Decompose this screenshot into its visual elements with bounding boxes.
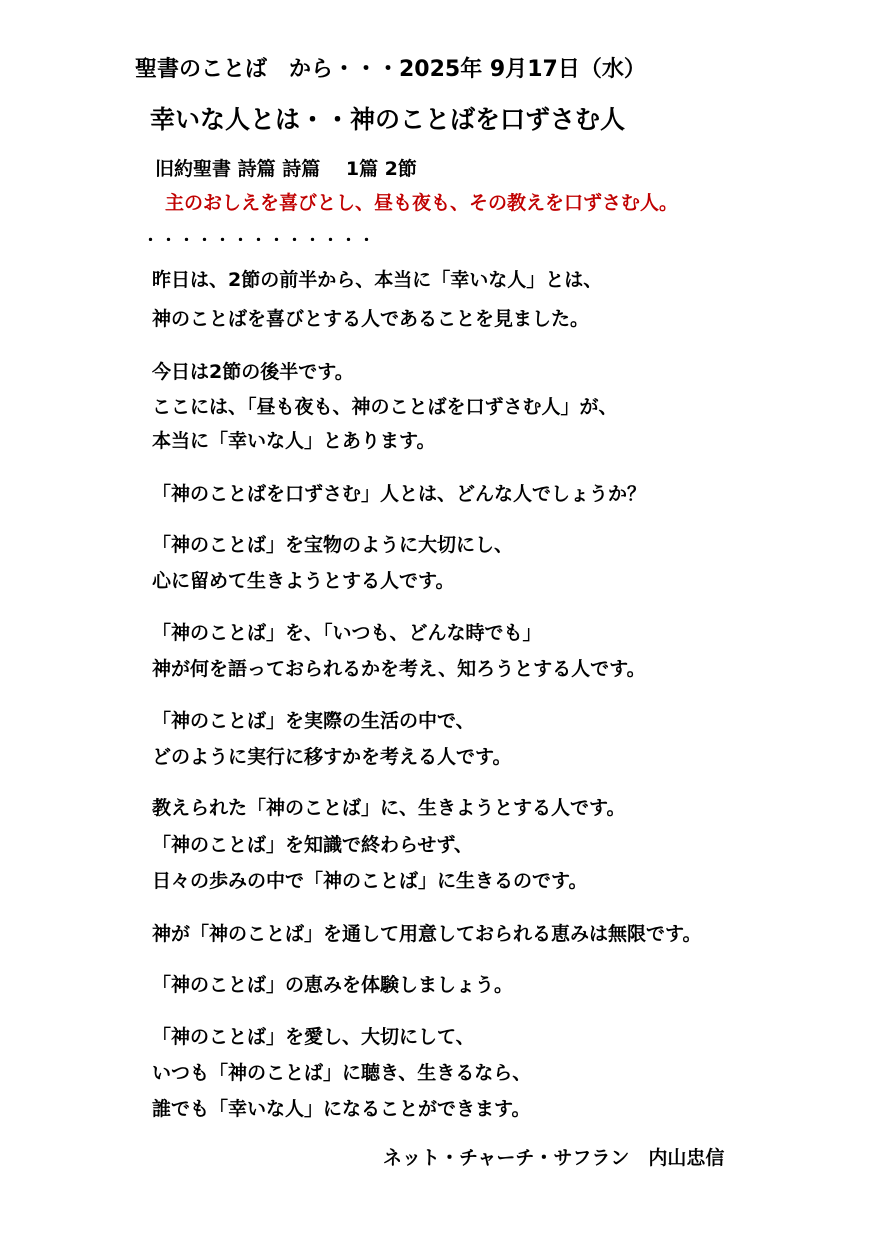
body-line: ここには、「昼も夜も、神のことばを口ずさむ人」が、 bbox=[152, 396, 618, 418]
body-line: 神が何を語っておられるかを考え、知ろうとする人です。 bbox=[152, 658, 646, 680]
body-line: 「神のことば」を、「いつも、どんな時でも」 bbox=[152, 622, 542, 644]
body-line: 「神のことば」を愛し、大切にして、 bbox=[152, 1026, 475, 1048]
body-line: 神が「神のことば」を通して用意しておられる恵みは無限です。 bbox=[152, 923, 702, 945]
body-line: 誰でも「幸いな人」になることができます。 bbox=[152, 1098, 531, 1120]
body-line: 「神のことばを口ずさむ」人とは、どんな人でしょうか？ bbox=[152, 483, 647, 505]
signature: ネット・チャーチ・サフラン 内山忠信 bbox=[383, 1147, 725, 1169]
body-line: 本当に「幸いな人」とあります。 bbox=[152, 430, 436, 452]
body-line: 心に留めて生きようとする人です。 bbox=[152, 570, 455, 592]
body-line: 「神のことば」の恵みを体験しましょう。 bbox=[152, 974, 514, 996]
scripture-verse: 主のおしえを喜びとし、昼も夜も、その教えを口ずさむ人。 bbox=[165, 192, 679, 214]
dotted-separator: ・・・・・・・・・・・・・ bbox=[143, 231, 378, 249]
body-line: いつも「神のことば」に聴き、生きるなら、 bbox=[152, 1062, 532, 1084]
body-line: 今日は2節の後半です。 bbox=[152, 361, 354, 383]
body-line: 神のことばを喜びとする人であることを見ました。 bbox=[152, 308, 590, 330]
scripture-reference: 旧約聖書 詩篇 詩篇 1篇 2節 bbox=[155, 158, 417, 180]
body-line: 昨日は、2節の前半から、本当に「幸いな人」とは、 bbox=[152, 269, 603, 291]
page-title: 幸いな人とは・・神のことばを口ずさむ人 bbox=[150, 105, 626, 134]
body-line: 日々の歩みの中で「神のことば」に生きるのです。 bbox=[152, 870, 588, 892]
body-line: 教えられた「神のことば」に、生きようとする人です。 bbox=[152, 797, 626, 819]
body-line: 「神のことば」を知識で終わらせず、 bbox=[152, 834, 473, 856]
body-line: 「神のことば」を宝物のように大切にし、 bbox=[152, 534, 514, 556]
page-header: 聖書のことば から・・・2025年 9月17日（水） bbox=[135, 57, 646, 82]
body-line: どのように実行に移すかを考える人です。 bbox=[152, 746, 512, 768]
body-line: 「神のことば」を実際の生活の中で、 bbox=[152, 710, 475, 732]
